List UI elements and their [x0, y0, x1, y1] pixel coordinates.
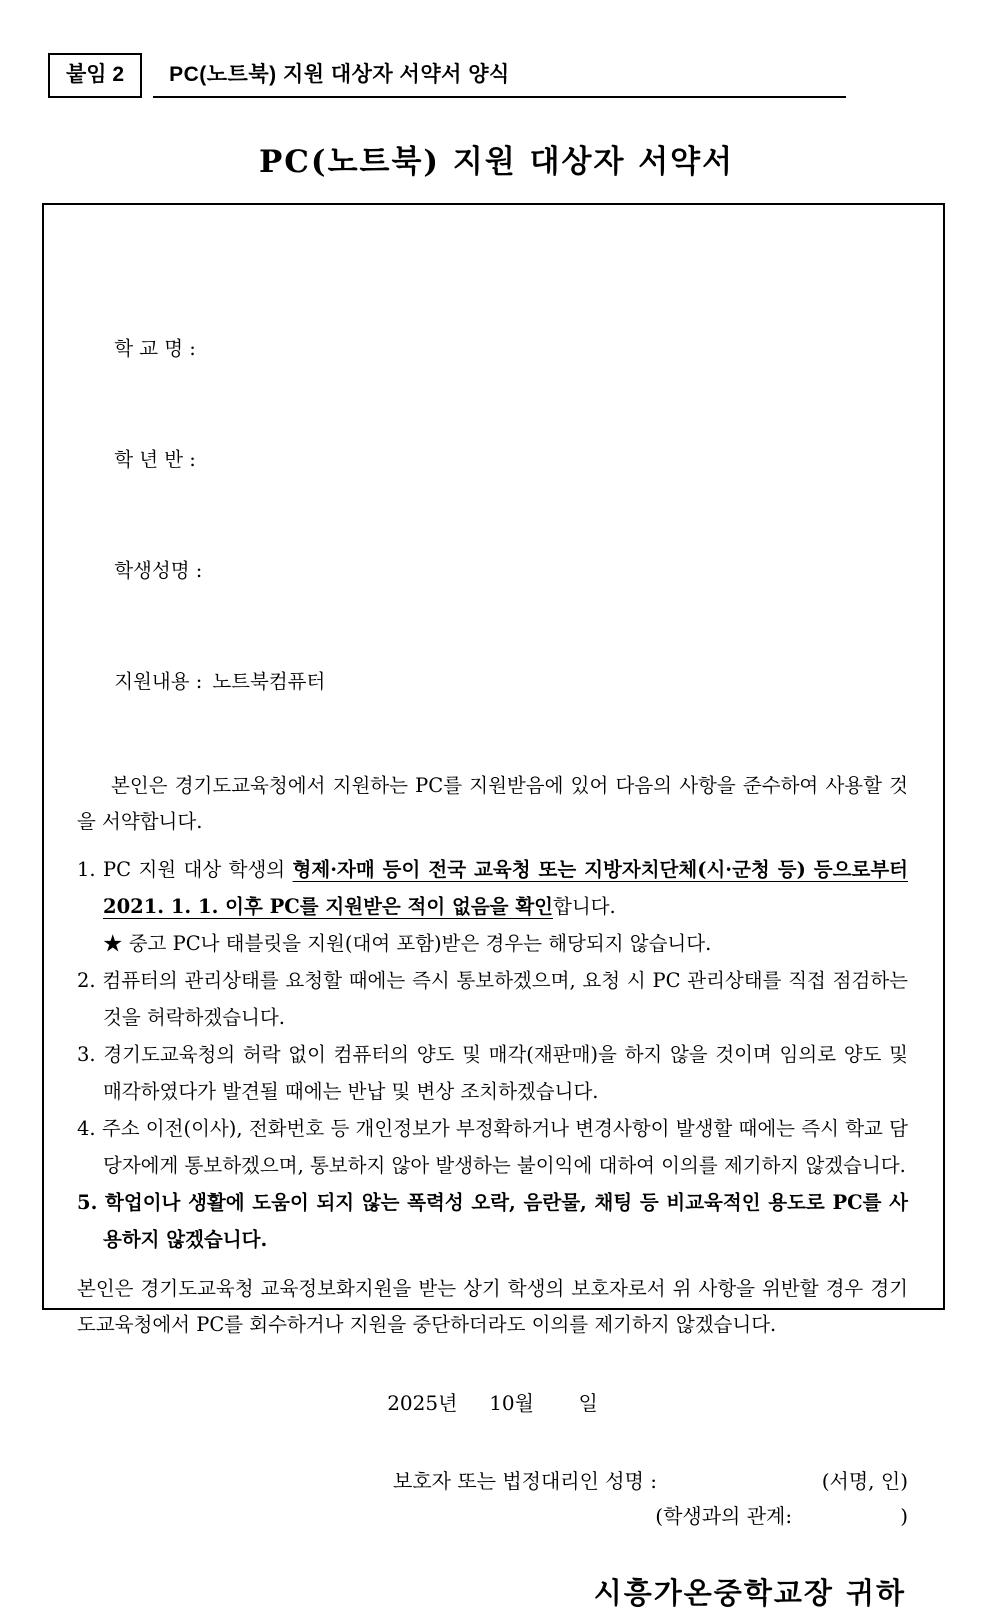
recipient-line: 시흥가온중학교장 귀하	[593, 1576, 906, 1610]
pledge-item-5: 5. 학업이나 생활에 도움이 되지 않는 폭력성 오락, 음란물, 채팅 등 비교육적인 용도로 PC를 사용하지 않겠습니다.	[77, 1191, 908, 1251]
closing-paragraph: 본인은 경기도교육청 교육정보화지원을 받는 상기 학생의 보호자로서 위 사항을 위반할 경우 경기도교육청에서 PC를 회수하거나 지원을 중단하더라도 이의를 제기하지 않겠습니다.	[77, 1277, 908, 1336]
student-name-field	[77, 515, 908, 626]
pledge-item-1-suffix: 합니다.	[553, 895, 616, 918]
student-name-value	[202, 559, 212, 582]
school-name-label: 학 교 명 :	[114, 337, 196, 360]
date-line: 2025년 10월 일	[387, 1391, 598, 1415]
intro-paragraph: 본인은 경기도교육청에서 지원하는 PC를 지원받음에 있어 다음의 사항을 준수하여 사용할 것을 서약합니다.	[77, 774, 908, 833]
grade-class-label: 학 년 반 :	[114, 448, 196, 471]
support-item-label: 지원내용 :	[114, 670, 203, 693]
pledge-list	[77, 851, 908, 1258]
pledge-item-4: 4. 주소 이전(이사), 전화번호 등 개인정보가 부정확하거나 변경사항이 발생할 때에는 즉시 학교 담당자에게 통보하겠으며, 통보하지 않아 발생하는 불이익에 대하여 이의를 제기하지 않겠습니다.	[77, 1117, 908, 1177]
document-title: PC(노트북) 지원 대상자 서약서	[258, 144, 735, 180]
school-name-value	[196, 337, 206, 360]
pledge-item-1-prefix: 1. PC 지원 대상 학생의	[77, 858, 293, 881]
student-name-label: 학생성명 :	[114, 559, 203, 582]
pledge-item-2: 2. 컴퓨터의 관리상태를 요청할 때에는 즉시 통보하겠으며, 요청 시 PC 관리상태를 직접 점검하는 것을 허락하겠습니다.	[77, 969, 908, 1029]
grade-class-value	[196, 448, 206, 471]
guardian-signature-row	[77, 1467, 908, 1495]
school-name-field	[77, 293, 908, 404]
pledge-item-1	[77, 851, 908, 925]
pledge-item-1-star-note: ★ 중고 PC나 태블릿을 지원(대여 포함)받은 경우는 해당되지 않습니다.	[103, 932, 712, 955]
pledge-item-1-emphasis: 형제·자매 등이 전국 교육청 또는 지방자치단체(시·군청 등) 등으로부터 2021. 1. 1. 이후 PC를 지원받은 적이 없음을 확인	[103, 858, 908, 918]
pledge-form-box	[42, 203, 945, 1610]
seal-note: (서명, 인)	[821, 1469, 908, 1493]
support-item-value: 노트북컴퓨터	[212, 670, 326, 693]
guardian-name-label: 보호자 또는 법정대리인 성명 :	[393, 1469, 658, 1493]
form-type-title: PC(노트북) 지원 대상자 서약서 양식	[153, 53, 846, 98]
attachment-header	[48, 53, 945, 98]
grade-class-field	[77, 404, 908, 515]
pledge-item-3: 3. 경기도교육청의 허락 없이 컴퓨터의 양도 및 매각(재판매)을 하지 않을 것이며 임의로 양도 및 매각하였다가 발견될 때에는 반납 및 변상 조치하겠습니다.	[77, 1043, 908, 1103]
student-relation-note: (학생과의 관계: )	[655, 1504, 908, 1528]
support-item-field	[77, 626, 908, 737]
attachment-number-box: 붙임 2	[48, 53, 142, 98]
